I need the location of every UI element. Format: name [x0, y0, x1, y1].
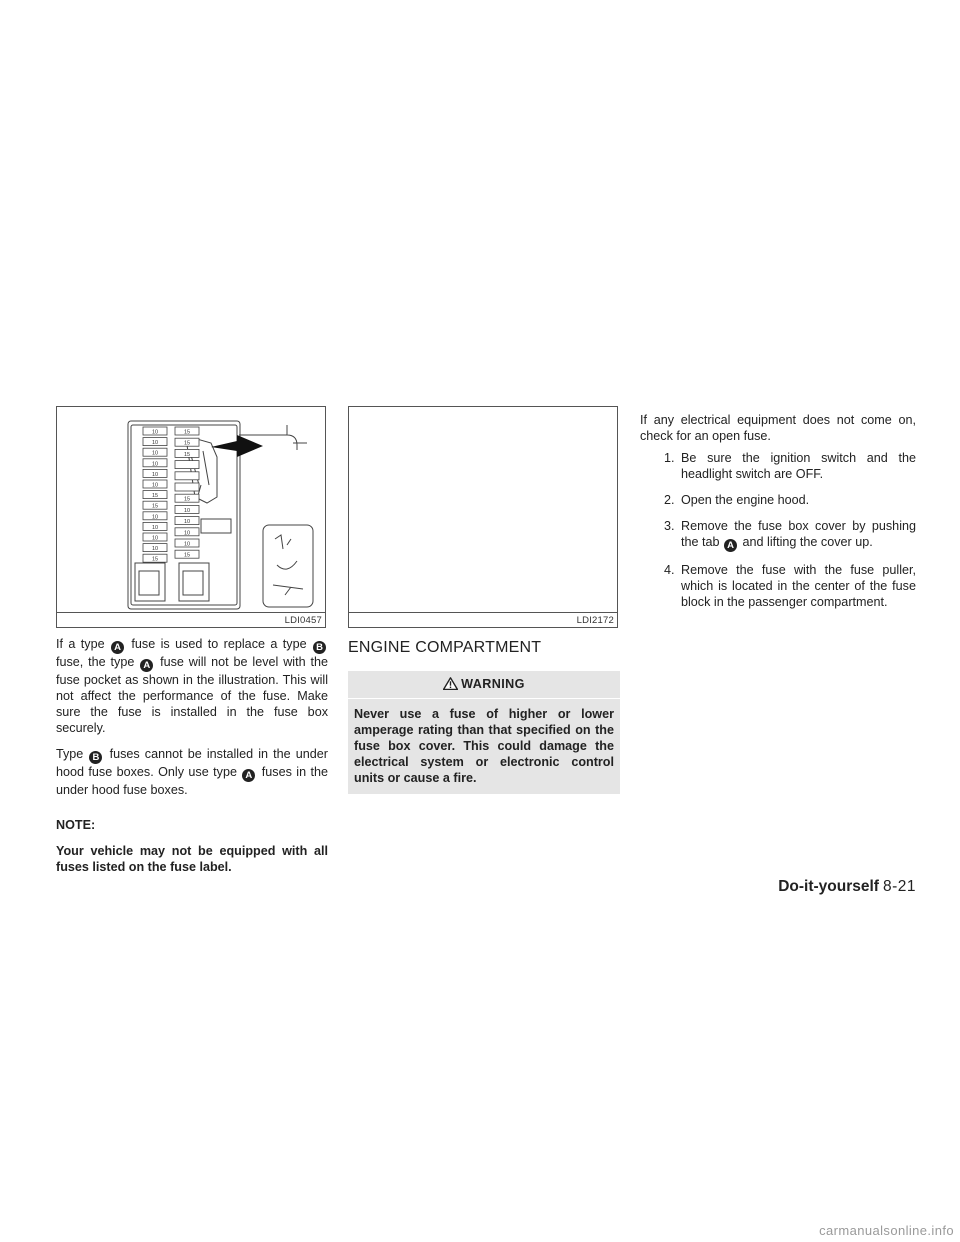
fuse-rating: 10 [151, 482, 159, 489]
fuse-rating: 15 [183, 429, 191, 436]
fuse-slot [175, 472, 199, 480]
figure-label: LDI2172 [576, 615, 614, 626]
fuse-rating: 10 [183, 541, 191, 548]
fuse-rating: 15 [183, 496, 191, 503]
fuse-slot [175, 461, 199, 469]
fuse-rating: 10 [151, 440, 159, 447]
fuse-rating: 15 [183, 440, 191, 447]
fuse-rating: 10 [183, 519, 191, 526]
list-item: 1. Be sure the ignition switch and the headlight switch are OFF. [664, 451, 916, 481]
fuse-rating: 10 [183, 507, 191, 514]
fuse-rating: 10 [151, 450, 159, 457]
engine-compartment-illustration [348, 406, 618, 628]
warning-box [348, 671, 620, 794]
fuse-slot [175, 483, 199, 491]
fuse-rating: 10 [183, 530, 191, 537]
fuse-rating: 10 [151, 546, 159, 553]
fuse-rating: 10 [151, 524, 159, 531]
fuse-type-paragraph: If a type A fuse is used to replace a type B fuse, the type A fuse will not be level with the fuse pocket as shown in the illustration. This will not affect the performance of the fuse. Make sure the fuse is installed in the fuse box securely. [56, 637, 328, 735]
fuse-rating: 15 [183, 451, 191, 458]
fuse-box-illustration [56, 406, 326, 628]
fuse-rating: 15 [151, 493, 159, 500]
fuse-rating: 15 [183, 552, 191, 559]
warning-heading: WARNING [348, 677, 620, 699]
right-column [640, 412, 916, 620]
fuse-rating: 10 [151, 471, 159, 478]
page-footer [778, 878, 916, 896]
warning-text: Never use a fuse of higher or lower amperage rating than that specified on the fuse box cover. This could damage the electrical system or electronic control units or cause a fire. [354, 707, 614, 785]
note-body: Your vehicle may not be equipped with all fuses listed on the fuse label. [56, 844, 328, 874]
middle-column [348, 406, 620, 794]
list-item: 2. Open the engine hood. [664, 493, 810, 507]
fuse-rating: 15 [151, 556, 159, 563]
watermark-text: carmanualsonline.info [819, 1223, 954, 1238]
fuse-box-drawing [127, 415, 317, 610]
fuse-rating: 15 [151, 503, 159, 510]
fuse-rating: 10 [151, 514, 159, 521]
watermark [0, 1214, 960, 1242]
intro-paragraph: If any electrical equipment does not come on, check for an open fuse. [640, 413, 916, 443]
note-heading: NOTE: [56, 818, 96, 832]
steps-list [640, 450, 916, 610]
figure-label: LDI0457 [284, 615, 322, 626]
callout-b-icon: B [313, 641, 326, 654]
callout-a-icon: A [111, 641, 124, 654]
fuse-rating: 10 [151, 535, 159, 542]
callout-b-icon: B [89, 751, 102, 764]
section-title: ENGINE COMPARTMENT [348, 639, 542, 656]
fuse-rating: 10 [151, 429, 159, 436]
left-column [56, 406, 328, 875]
under-hood-paragraph: Type B fuses cannot be installed in the under hood fuse boxes. Only use type A fuses in the under hood fuse boxes. [56, 747, 328, 797]
callout-a-icon: A [242, 769, 255, 782]
page-number: 8-21 [882, 878, 916, 895]
list-item: 4. Remove the fuse with the fuse puller, which is located in the center of the fuse block in the passenger compartment. [664, 563, 916, 609]
list-item: 3. Remove the fuse box cover by pushing the tab A and lifting the cover up. [664, 519, 916, 551]
callout-a-icon: A [724, 539, 737, 552]
fuse-rating: 10 [151, 461, 159, 468]
warning-triangle-icon [443, 677, 458, 690]
footer-section: Do-it-yourself [778, 878, 879, 895]
callout-a-icon: A [140, 659, 153, 672]
